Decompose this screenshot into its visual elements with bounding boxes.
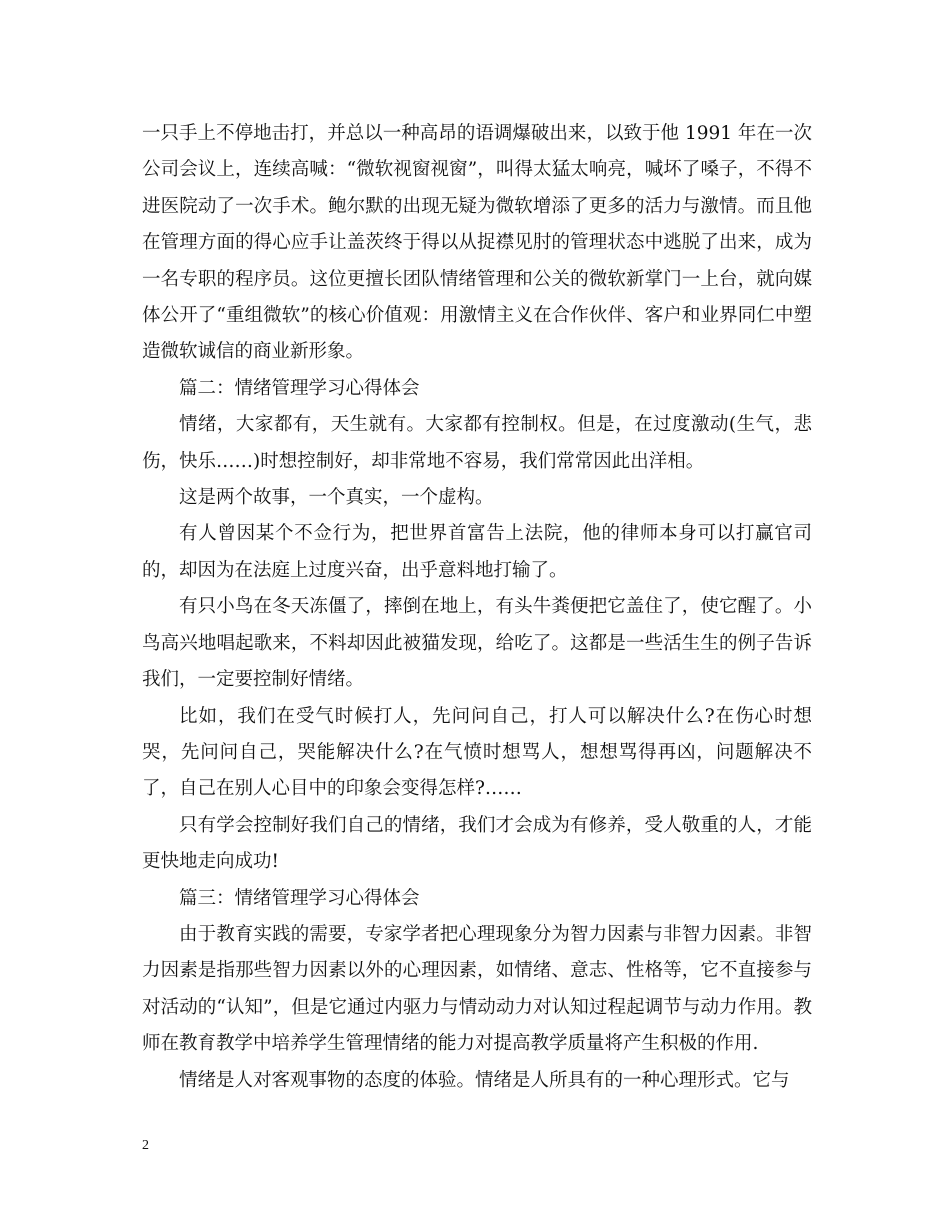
paragraph: 有人曾因某个不佥行为，把世界首富告上法院，他的律师本身可以打赢官司的，却因为在法庭上过度兴奋，出乎意料地打输了。 <box>142 523 812 581</box>
paragraph: 有只小鸟在冬天冻僵了，摔倒在地上，有头牛粪便把它盖住了，使它醒了。小鸟高兴地唱起歌来，不料却因此被猫发现，给吃了。这都是一些活生生的例子告诉我们，一定要控制好情绪。 <box>142 596 812 691</box>
paragraph: 这是两个故事，一个真实，一个虚构。 <box>179 487 494 509</box>
page-number: 2 <box>142 1138 149 1153</box>
paragraph: 情绪是人对客观事物的态度的体验。情绪是人所具有的一种心理形式。它与 <box>179 1069 790 1091</box>
paragraph: 一只手上不停地击打，并总以一种高昂的语调爆破出来，以致于他 1991 年在一次公司会议上，连续高喊：“微软视窗视窗”，叫得太猛太响亮，喊坏了嗓子，不得不进医院动了一次手术。鲍尔默的出现无疑为微软增添了更多的活力与激情。而且他在管理方面的得心应手让盖茨终于得以从捉襟见肘的管理状态中逃脱了出来，成为一名专职的程序员。这位更擅长团队情绪管理和公关的微软新掌门一上台，就向媒体公开了“重组微软”的核心价值观：用激情主义在合作伙伴、客户和业界同仁中塑造微软诚信的商业新形象。 <box>142 123 812 363</box>
body-text <box>142 116 812 1099</box>
section-heading: 篇三：情绪管理学习心得体会 <box>179 887 420 909</box>
paragraph: 由于教育实践的需要，专家学者把心理现象分为智力因素与非智力因素。非智力因素是指那些智力因素以外的心理因素，如情绪、意志、性格等，它不直接参与对活动的“认知”，但是它通过内驱力与情动动力对认知过程起调节与动力作用。教师在教育教学中培养学生管理情绪的能力对提高教学质量将产生积极的作用. <box>142 923 812 1055</box>
paragraph: 情绪，大家都有，天生就有。大家都有控制权。但是，在过度激动(生气，悲伤，快乐……)时想控制好，却非常地不容易，我们常常因此出洋相。 <box>142 414 812 472</box>
paragraph: 比如，我们在受气时候打人，先问问自己，打人可以解决什么?在伤心时想哭，先问问自己，哭能解决什么?在气愤时想骂人，想想骂得再凶，问题解决不了，自己在别人心目中的印象会变得怎样?…… <box>142 705 812 800</box>
paragraph: 只有学会控制好我们自己的情绪，我们才会成为有修养，受人敬重的人，才能更快地走向成功! <box>142 814 812 873</box>
section-heading: 篇二：情绪管理学习心得体会 <box>179 377 420 399</box>
